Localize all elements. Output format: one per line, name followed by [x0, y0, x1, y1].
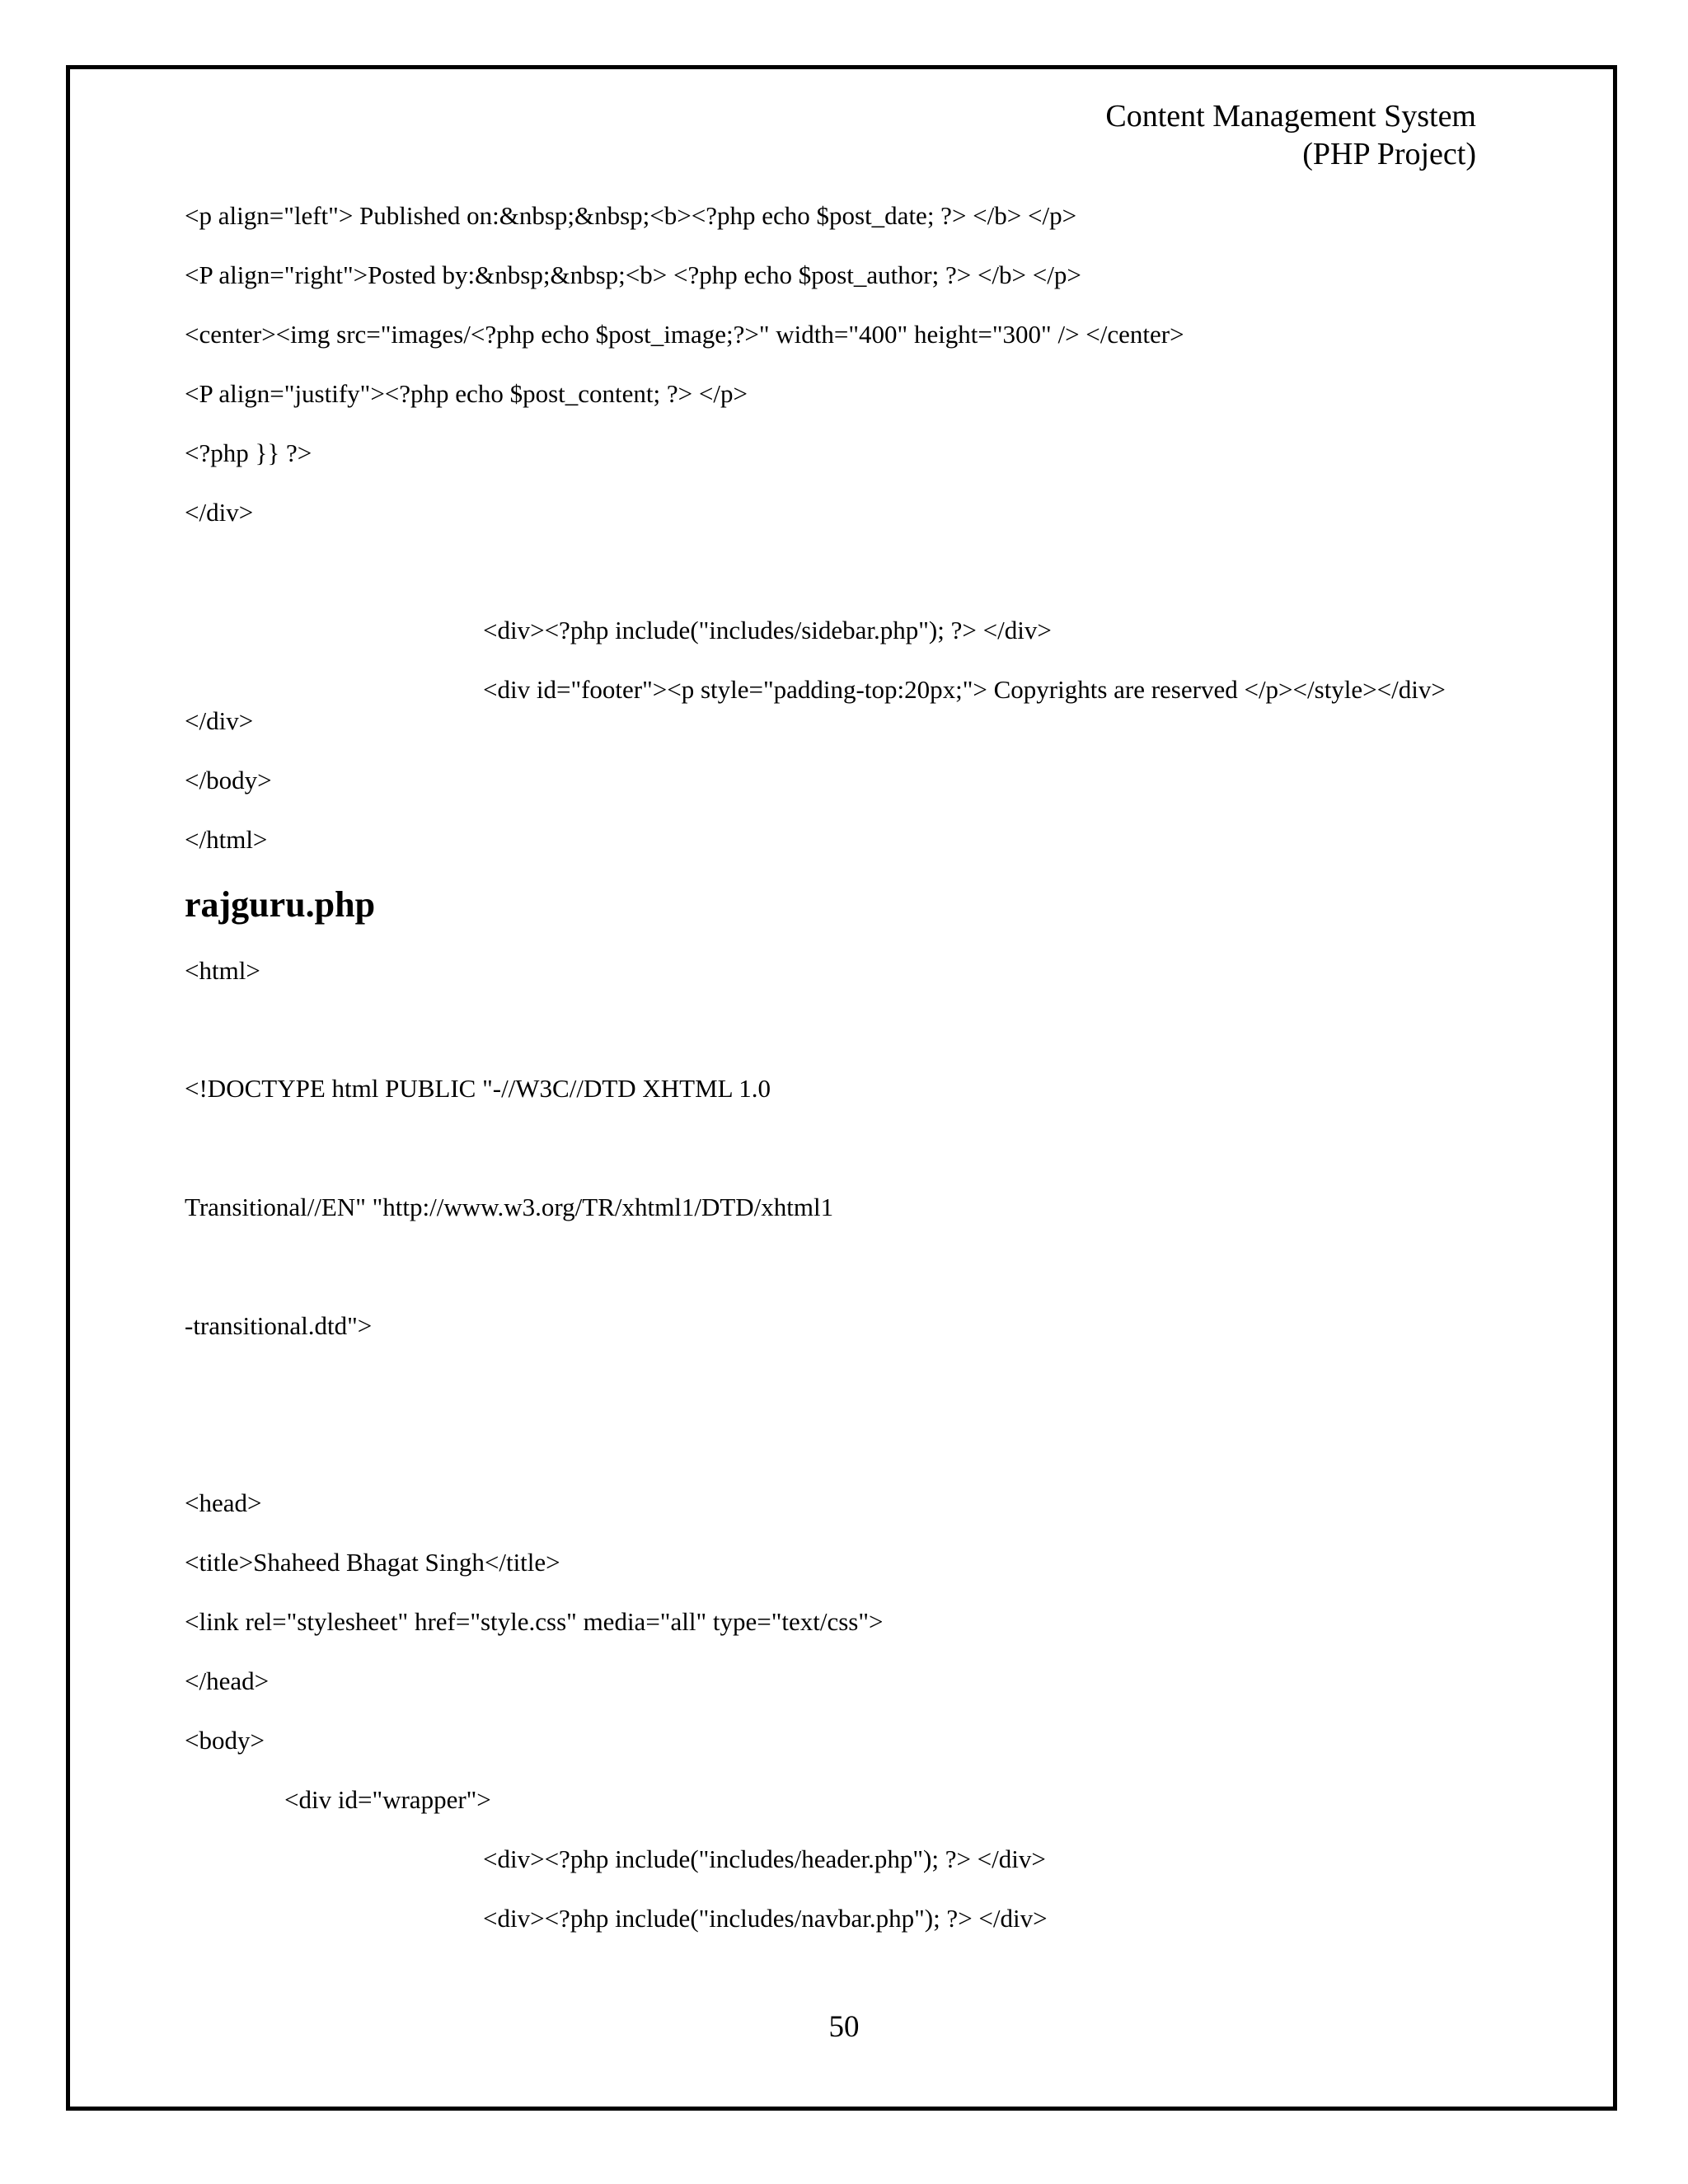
code-line: </html>	[185, 825, 268, 854]
code-line: Transitional//EN" "http://www.w3.org/TR/xhtml1/DTD/xhtml1	[185, 1193, 834, 1221]
code-line: <head>	[185, 1488, 262, 1517]
code-line: <!DOCTYPE html PUBLIC "-//W3C//DTD XHTML 1.0	[185, 1074, 771, 1103]
code-line: <link rel="stylesheet" href="style.css" media="all" type="text/css">	[185, 1607, 884, 1636]
code-line: <p align="left"> Published on:&nbsp;&nbsp;<b><?php echo $post_date; ?> </b> </p>	[185, 201, 1077, 230]
code-line: <div id="wrapper">	[284, 1785, 491, 1814]
header-subtitle: (PHP Project)	[1302, 137, 1476, 171]
code-line: </div>	[185, 498, 254, 527]
code-line: <center><img src="images/<?php echo $post_image;?>" width="400" height="300" /> </center>	[185, 320, 1184, 349]
code-line: </body>	[185, 766, 272, 794]
page-number: 50	[828, 2010, 860, 2044]
code-line: <body>	[185, 1726, 265, 1755]
file-heading: rajguru.php	[185, 884, 376, 925]
code-line: <?php }} ?>	[185, 438, 312, 467]
code-line: </head>	[185, 1666, 270, 1695]
header-title: Content Management System	[1105, 99, 1476, 134]
code-line: <div><?php include("includes/sidebar.php"); ?> </div>	[483, 616, 1052, 644]
code-line: <div><?php include("includes/header.php"); ?> </div>	[483, 1844, 1046, 1873]
code-line: -transitional.dtd">	[185, 1311, 373, 1340]
code-line: <div><?php include("includes/navbar.php"); ?> </div>	[483, 1904, 1048, 1933]
code-line: <div id="footer"><p style="padding-top:20px;"> Copyrights are reserved </p></style></div>	[483, 675, 1446, 704]
code-line: <title>Shaheed Bhagat Singh</title>	[185, 1548, 560, 1577]
code-line: <html>	[185, 956, 260, 985]
code-line: <P align="justify"><?php echo $post_content; ?> </p>	[185, 379, 748, 408]
running-header	[1105, 97, 1476, 173]
code-line: <P align="right">Posted by:&nbsp;&nbsp;<b> <?php echo $post_author; ?> </b> </p>	[185, 260, 1081, 289]
code-line: </div>	[185, 706, 254, 735]
